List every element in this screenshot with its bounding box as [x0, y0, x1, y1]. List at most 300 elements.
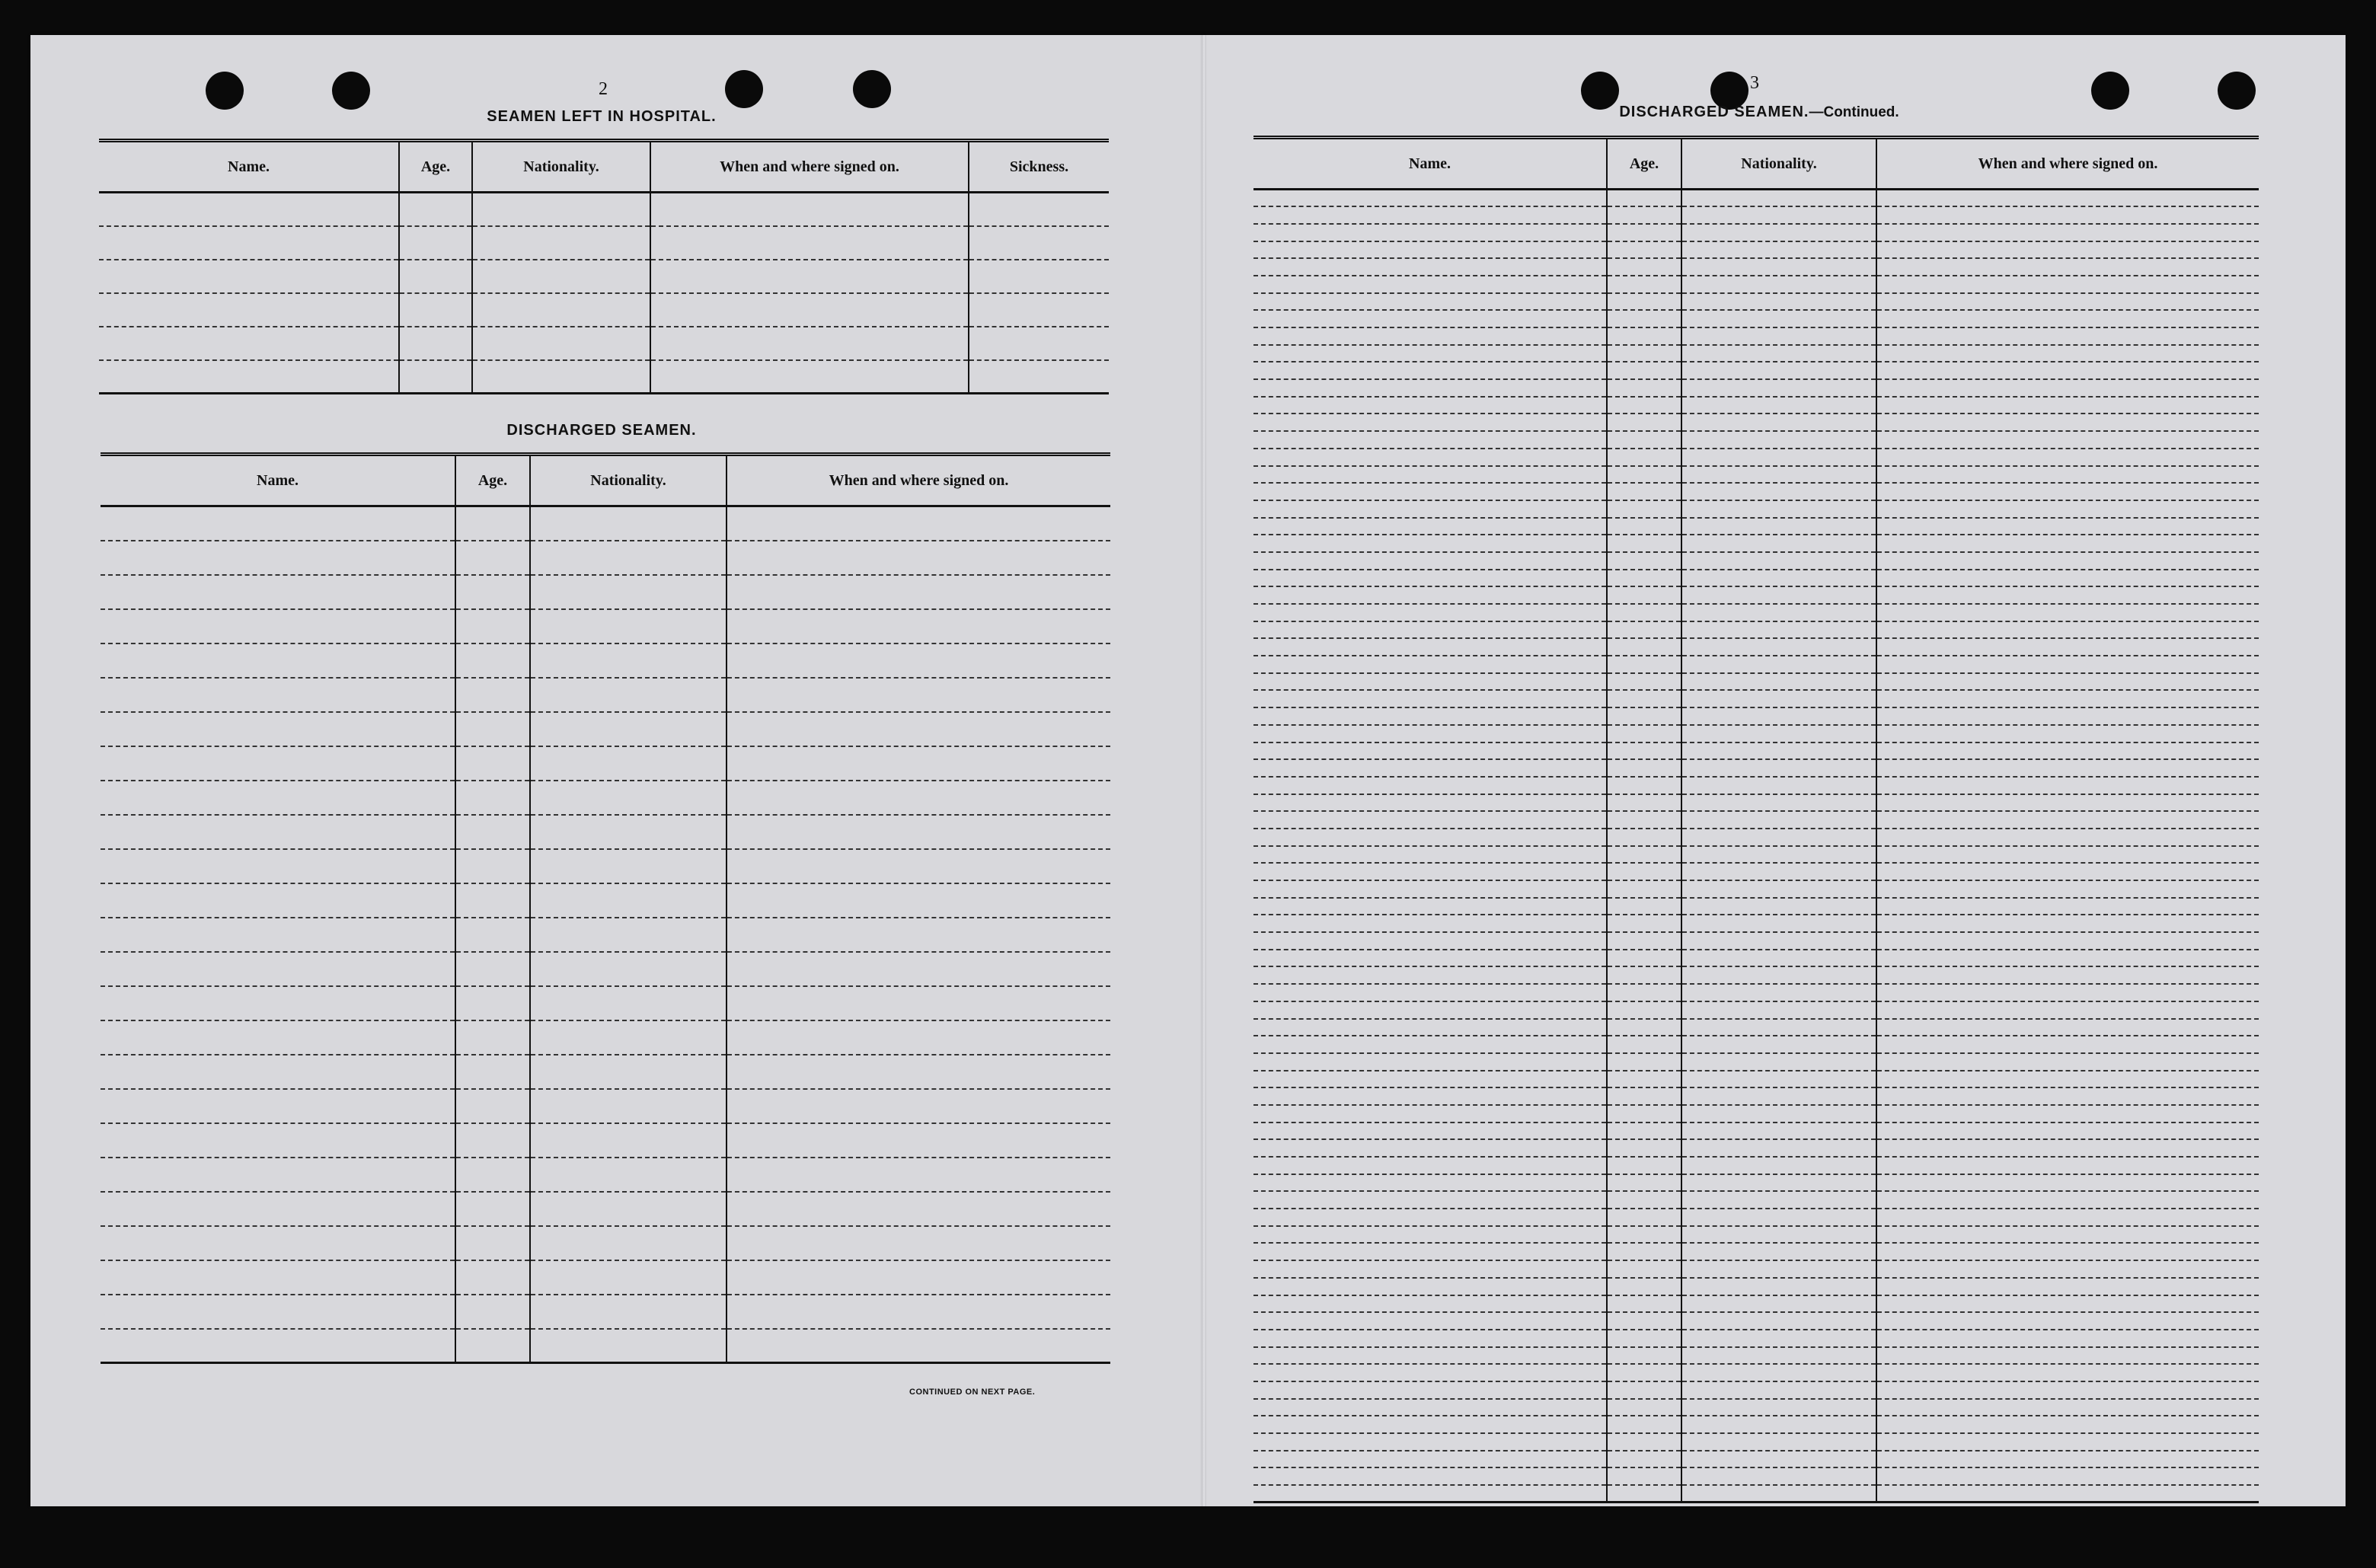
table-cell[interactable]	[1681, 586, 1876, 604]
table-cell[interactable]	[99, 360, 399, 394]
table-cell[interactable]	[1876, 1416, 2259, 1433]
table-cell[interactable]	[530, 1158, 727, 1192]
table-cell[interactable]	[1876, 1485, 2259, 1503]
table-cell[interactable]	[1876, 1001, 2259, 1019]
table-cell[interactable]	[530, 1055, 727, 1089]
table-cell[interactable]	[1607, 518, 1681, 535]
table-cell[interactable]	[1607, 950, 1681, 967]
table-cell[interactable]	[1253, 1209, 1607, 1226]
table-cell[interactable]	[101, 712, 455, 746]
table-cell[interactable]	[1681, 1243, 1876, 1260]
table-cell[interactable]	[1253, 1330, 1607, 1347]
table-cell[interactable]	[1607, 707, 1681, 725]
table-cell[interactable]	[101, 1123, 455, 1158]
table-cell[interactable]	[1607, 535, 1681, 552]
table-cell[interactable]	[727, 575, 1110, 609]
table-cell[interactable]	[650, 226, 969, 260]
table-cell[interactable]	[727, 506, 1110, 541]
table-cell[interactable]	[727, 1055, 1110, 1089]
table-cell[interactable]	[455, 1158, 530, 1192]
table-cell[interactable]	[1607, 1295, 1681, 1313]
table-cell[interactable]	[530, 609, 727, 643]
table-cell[interactable]	[1876, 1347, 2259, 1365]
table-cell[interactable]	[101, 643, 455, 678]
table-cell[interactable]	[1681, 1139, 1876, 1157]
table-cell[interactable]	[1681, 1278, 1876, 1295]
table-cell[interactable]	[1253, 1019, 1607, 1036]
table-cell[interactable]	[1607, 690, 1681, 707]
table-cell[interactable]	[1253, 1485, 1607, 1503]
table-cell[interactable]	[1876, 638, 2259, 656]
table-cell[interactable]	[455, 712, 530, 746]
table-cell[interactable]	[1876, 690, 2259, 707]
table-cell[interactable]	[727, 1020, 1110, 1055]
table-cell[interactable]	[530, 1123, 727, 1158]
table-cell[interactable]	[99, 226, 399, 260]
table-cell[interactable]	[1876, 950, 2259, 967]
table-cell[interactable]	[1876, 725, 2259, 742]
table-cell[interactable]	[455, 678, 530, 712]
table-cell[interactable]	[1253, 915, 1607, 932]
table-cell[interactable]	[1607, 1347, 1681, 1365]
table-cell[interactable]	[455, 575, 530, 609]
table-cell[interactable]	[1681, 656, 1876, 673]
table-cell[interactable]	[1876, 1312, 2259, 1330]
table-cell[interactable]	[472, 193, 650, 226]
table-cell[interactable]	[1607, 1278, 1681, 1295]
table-cell[interactable]	[1253, 431, 1607, 449]
table-cell[interactable]	[1607, 1433, 1681, 1451]
table-cell[interactable]	[1607, 811, 1681, 829]
table-cell[interactable]	[1876, 1295, 2259, 1313]
table-cell[interactable]	[1876, 1019, 2259, 1036]
table-cell[interactable]	[1876, 1226, 2259, 1244]
table-cell[interactable]	[1681, 1105, 1876, 1123]
table-cell[interactable]	[1607, 1399, 1681, 1416]
table-cell[interactable]	[1253, 1312, 1607, 1330]
table-cell[interactable]	[1681, 966, 1876, 984]
table-cell[interactable]	[530, 952, 727, 986]
table-cell[interactable]	[1681, 1209, 1876, 1226]
table-cell[interactable]	[101, 575, 455, 609]
table-cell[interactable]	[1607, 1053, 1681, 1071]
table-cell[interactable]	[1253, 690, 1607, 707]
table-cell[interactable]	[727, 918, 1110, 952]
table-cell[interactable]	[1253, 1399, 1607, 1416]
table-cell[interactable]	[1253, 1260, 1607, 1278]
table-cell[interactable]	[1253, 1278, 1607, 1295]
table-cell[interactable]	[1253, 725, 1607, 742]
table-cell[interactable]	[1253, 1433, 1607, 1451]
table-cell[interactable]	[1607, 656, 1681, 673]
table-cell[interactable]	[1607, 414, 1681, 431]
table-cell[interactable]	[1681, 898, 1876, 915]
table-cell[interactable]	[101, 1158, 455, 1192]
table-cell[interactable]	[1681, 690, 1876, 707]
table-cell[interactable]	[1681, 449, 1876, 466]
table-cell[interactable]	[101, 678, 455, 712]
table-cell[interactable]	[1876, 1191, 2259, 1209]
table-cell[interactable]	[969, 260, 1109, 293]
table-cell[interactable]	[455, 1055, 530, 1089]
table-cell[interactable]	[1876, 224, 2259, 241]
table-cell[interactable]	[1876, 1467, 2259, 1485]
table-cell[interactable]	[1253, 466, 1607, 484]
table-cell[interactable]	[530, 1329, 727, 1363]
table-cell[interactable]	[1253, 621, 1607, 639]
table-cell[interactable]	[1607, 293, 1681, 311]
table-cell[interactable]	[727, 883, 1110, 918]
table-cell[interactable]	[399, 327, 472, 360]
table-cell[interactable]	[1681, 1347, 1876, 1365]
table-cell[interactable]	[727, 609, 1110, 643]
table-cell[interactable]	[1876, 310, 2259, 327]
table-cell[interactable]	[455, 1020, 530, 1055]
table-cell[interactable]	[1876, 1451, 2259, 1468]
table-cell[interactable]	[1253, 898, 1607, 915]
table-cell[interactable]	[530, 781, 727, 815]
table-cell[interactable]	[1253, 327, 1607, 345]
table-cell[interactable]	[1253, 535, 1607, 552]
table-cell[interactable]	[727, 712, 1110, 746]
table-cell[interactable]	[455, 1260, 530, 1295]
table-cell[interactable]	[1253, 1381, 1607, 1399]
table-cell[interactable]	[101, 883, 455, 918]
table-cell[interactable]	[1253, 552, 1607, 570]
table-cell[interactable]	[1876, 742, 2259, 760]
table-cell[interactable]	[1681, 759, 1876, 777]
table-cell[interactable]	[101, 918, 455, 952]
table-cell[interactable]	[1607, 846, 1681, 864]
table-cell[interactable]	[1876, 362, 2259, 379]
table-cell[interactable]	[727, 849, 1110, 883]
table-cell[interactable]	[1253, 1295, 1607, 1313]
table-cell[interactable]	[1607, 1451, 1681, 1468]
table-cell[interactable]	[1253, 258, 1607, 276]
table-cell[interactable]	[99, 327, 399, 360]
table-cell[interactable]	[1876, 586, 2259, 604]
table-cell[interactable]	[530, 506, 727, 541]
table-cell[interactable]	[1253, 1001, 1607, 1019]
table-cell[interactable]	[1681, 880, 1876, 898]
table-cell[interactable]	[1681, 224, 1876, 241]
table-cell[interactable]	[1681, 638, 1876, 656]
table-cell[interactable]	[1253, 1139, 1607, 1157]
table-cell[interactable]	[1681, 397, 1876, 414]
table-cell[interactable]	[1876, 829, 2259, 846]
table-cell[interactable]	[1607, 1485, 1681, 1503]
table-cell[interactable]	[1607, 276, 1681, 293]
table-cell[interactable]	[1681, 1485, 1876, 1503]
table-cell[interactable]	[1681, 1123, 1876, 1140]
table-cell[interactable]	[1681, 1260, 1876, 1278]
table-cell[interactable]	[455, 1329, 530, 1363]
table-cell[interactable]	[530, 815, 727, 849]
table-cell[interactable]	[399, 226, 472, 260]
table-cell[interactable]	[101, 1226, 455, 1260]
table-cell[interactable]	[1876, 258, 2259, 276]
table-cell[interactable]	[1607, 742, 1681, 760]
table-cell[interactable]	[530, 883, 727, 918]
table-cell[interactable]	[101, 746, 455, 781]
table-cell[interactable]	[1681, 206, 1876, 224]
table-cell[interactable]	[455, 883, 530, 918]
table-cell[interactable]	[1607, 898, 1681, 915]
table-cell[interactable]	[1876, 1157, 2259, 1174]
table-cell[interactable]	[1253, 500, 1607, 518]
table-cell[interactable]	[1876, 327, 2259, 345]
table-cell[interactable]	[455, 609, 530, 643]
table-cell[interactable]	[727, 1226, 1110, 1260]
table-cell[interactable]	[1681, 345, 1876, 362]
table-cell[interactable]	[1253, 293, 1607, 311]
table-cell[interactable]	[1876, 1139, 2259, 1157]
table-cell[interactable]	[101, 1192, 455, 1226]
table-cell[interactable]	[727, 781, 1110, 815]
table-cell[interactable]	[727, 986, 1110, 1020]
table-cell[interactable]	[1607, 725, 1681, 742]
table-cell[interactable]	[1876, 915, 2259, 932]
table-cell[interactable]	[1876, 1278, 2259, 1295]
table-cell[interactable]	[1253, 1226, 1607, 1244]
table-cell[interactable]	[530, 1089, 727, 1123]
table-cell[interactable]	[101, 1329, 455, 1363]
table-cell[interactable]	[1607, 224, 1681, 241]
table-cell[interactable]	[727, 1123, 1110, 1158]
table-cell[interactable]	[1681, 1087, 1876, 1105]
table-cell[interactable]	[969, 360, 1109, 394]
table-cell[interactable]	[727, 1295, 1110, 1329]
table-cell[interactable]	[101, 781, 455, 815]
table-cell[interactable]	[1253, 1347, 1607, 1365]
table-cell[interactable]	[1607, 1416, 1681, 1433]
table-cell[interactable]	[1681, 379, 1876, 397]
table-cell[interactable]	[1876, 345, 2259, 362]
table-cell[interactable]	[1876, 1174, 2259, 1192]
table-cell[interactable]	[1681, 431, 1876, 449]
table-cell[interactable]	[101, 986, 455, 1020]
table-cell[interactable]	[1253, 604, 1607, 621]
table-cell[interactable]	[101, 1295, 455, 1329]
table-cell[interactable]	[1607, 379, 1681, 397]
table-cell[interactable]	[399, 360, 472, 394]
table-cell[interactable]	[1607, 794, 1681, 812]
table-cell[interactable]	[1607, 1330, 1681, 1347]
table-cell[interactable]	[1681, 518, 1876, 535]
table-cell[interactable]	[1607, 1174, 1681, 1192]
table-cell[interactable]	[1253, 880, 1607, 898]
table-cell[interactable]	[101, 1055, 455, 1089]
table-cell[interactable]	[1876, 759, 2259, 777]
table-cell[interactable]	[1607, 241, 1681, 259]
table-cell[interactable]	[1876, 414, 2259, 431]
table-cell[interactable]	[1253, 1174, 1607, 1192]
table-cell[interactable]	[455, 1295, 530, 1329]
table-cell[interactable]	[1876, 466, 2259, 484]
table-cell[interactable]	[455, 815, 530, 849]
table-cell[interactable]	[1607, 829, 1681, 846]
table-cell[interactable]	[1876, 1036, 2259, 1053]
table-cell[interactable]	[1253, 1071, 1607, 1088]
table-cell[interactable]	[1607, 1036, 1681, 1053]
table-cell[interactable]	[1253, 276, 1607, 293]
table-cell[interactable]	[455, 1226, 530, 1260]
table-cell[interactable]	[101, 849, 455, 883]
table-cell[interactable]	[1607, 1139, 1681, 1157]
table-cell[interactable]	[1681, 1312, 1876, 1330]
table-cell[interactable]	[1681, 570, 1876, 587]
table-cell[interactable]	[101, 506, 455, 541]
table-cell[interactable]	[1876, 1087, 2259, 1105]
table-cell[interactable]	[1253, 1087, 1607, 1105]
table-cell[interactable]	[1607, 1364, 1681, 1381]
table-cell[interactable]	[530, 712, 727, 746]
table-cell[interactable]	[727, 815, 1110, 849]
table-cell[interactable]	[1681, 1330, 1876, 1347]
table-cell[interactable]	[1253, 414, 1607, 431]
table-cell[interactable]	[1876, 707, 2259, 725]
table-cell[interactable]	[1876, 932, 2259, 950]
table-cell[interactable]	[1607, 1243, 1681, 1260]
table-cell[interactable]	[727, 746, 1110, 781]
table-cell[interactable]	[1607, 190, 1681, 207]
table-cell[interactable]	[1681, 483, 1876, 500]
table-cell[interactable]	[1681, 1295, 1876, 1313]
table-cell[interactable]	[1607, 932, 1681, 950]
table-cell[interactable]	[1681, 1364, 1876, 1381]
table-cell[interactable]	[1876, 1260, 2259, 1278]
table-cell[interactable]	[1876, 535, 2259, 552]
table-cell[interactable]	[530, 1260, 727, 1295]
table-cell[interactable]	[1876, 552, 2259, 570]
table-cell[interactable]	[99, 193, 399, 226]
table-cell[interactable]	[1876, 1364, 2259, 1381]
table-cell[interactable]	[1876, 777, 2259, 794]
table-cell[interactable]	[1607, 966, 1681, 984]
table-cell[interactable]	[1681, 190, 1876, 207]
table-cell[interactable]	[1681, 310, 1876, 327]
table-cell[interactable]	[1681, 293, 1876, 311]
table-cell[interactable]	[1681, 1071, 1876, 1088]
table-cell[interactable]	[969, 327, 1109, 360]
table-cell[interactable]	[1681, 1416, 1876, 1433]
table-cell[interactable]	[1253, 310, 1607, 327]
table-cell[interactable]	[455, 1123, 530, 1158]
table-cell[interactable]	[1607, 258, 1681, 276]
table-cell[interactable]	[727, 952, 1110, 986]
table-cell[interactable]	[1681, 241, 1876, 259]
table-cell[interactable]	[650, 360, 969, 394]
table-cell[interactable]	[472, 260, 650, 293]
table-cell[interactable]	[1681, 276, 1876, 293]
table-cell[interactable]	[1681, 1174, 1876, 1192]
table-cell[interactable]	[1253, 1243, 1607, 1260]
table-cell[interactable]	[1876, 241, 2259, 259]
table-cell[interactable]	[1607, 1123, 1681, 1140]
table-cell[interactable]	[455, 952, 530, 986]
table-cell[interactable]	[1607, 1105, 1681, 1123]
table-cell[interactable]	[1607, 1071, 1681, 1088]
table-cell[interactable]	[472, 293, 650, 327]
table-cell[interactable]	[1607, 570, 1681, 587]
table-cell[interactable]	[455, 918, 530, 952]
table-cell[interactable]	[1607, 500, 1681, 518]
table-cell[interactable]	[1253, 1467, 1607, 1485]
table-cell[interactable]	[1681, 535, 1876, 552]
table-cell[interactable]	[1681, 777, 1876, 794]
table-cell[interactable]	[1681, 362, 1876, 379]
table-cell[interactable]	[650, 193, 969, 226]
table-cell[interactable]	[1253, 1036, 1607, 1053]
table-cell[interactable]	[969, 226, 1109, 260]
table-cell[interactable]	[1876, 880, 2259, 898]
table-cell[interactable]	[399, 293, 472, 327]
table-cell[interactable]	[1876, 1053, 2259, 1071]
table-cell[interactable]	[1607, 1087, 1681, 1105]
table-cell[interactable]	[1876, 811, 2259, 829]
table-cell[interactable]	[1681, 327, 1876, 345]
table-cell[interactable]	[1253, 586, 1607, 604]
table-cell[interactable]	[1607, 1260, 1681, 1278]
table-cell[interactable]	[727, 1089, 1110, 1123]
table-cell[interactable]	[1253, 707, 1607, 725]
table-cell[interactable]	[1607, 327, 1681, 345]
table-cell[interactable]	[1681, 552, 1876, 570]
table-cell[interactable]	[1876, 206, 2259, 224]
table-cell[interactable]	[1681, 466, 1876, 484]
table-cell[interactable]	[1681, 500, 1876, 518]
table-cell[interactable]	[1681, 1467, 1876, 1485]
table-cell[interactable]	[1681, 932, 1876, 950]
table-cell[interactable]	[1876, 1105, 2259, 1123]
table-cell[interactable]	[969, 193, 1109, 226]
table-cell[interactable]	[1681, 673, 1876, 691]
table-cell[interactable]	[1681, 1157, 1876, 1174]
table-cell[interactable]	[1876, 397, 2259, 414]
table-cell[interactable]	[1876, 656, 2259, 673]
table-cell[interactable]	[1607, 880, 1681, 898]
table-cell[interactable]	[1876, 621, 2259, 639]
table-cell[interactable]	[1253, 984, 1607, 1001]
table-cell[interactable]	[1681, 984, 1876, 1001]
table-cell[interactable]	[1607, 863, 1681, 880]
table-cell[interactable]	[1876, 898, 2259, 915]
table-cell[interactable]	[1607, 431, 1681, 449]
table-cell[interactable]	[1253, 362, 1607, 379]
table-cell[interactable]	[1253, 379, 1607, 397]
table-cell[interactable]	[969, 293, 1109, 327]
table-cell[interactable]	[1253, 518, 1607, 535]
table-cell[interactable]	[455, 506, 530, 541]
table-cell[interactable]	[1876, 966, 2259, 984]
table-cell[interactable]	[101, 1089, 455, 1123]
table-cell[interactable]	[727, 1192, 1110, 1226]
table-cell[interactable]	[399, 193, 472, 226]
table-cell[interactable]	[455, 1192, 530, 1226]
table-cell[interactable]	[1253, 1105, 1607, 1123]
table-cell[interactable]	[1607, 586, 1681, 604]
table-cell[interactable]	[1681, 1381, 1876, 1399]
table-cell[interactable]	[1253, 742, 1607, 760]
table-cell[interactable]	[1876, 449, 2259, 466]
table-cell[interactable]	[1681, 915, 1876, 932]
table-cell[interactable]	[1607, 1226, 1681, 1244]
table-cell[interactable]	[1876, 863, 2259, 880]
table-cell[interactable]	[1681, 1399, 1876, 1416]
table-cell[interactable]	[101, 815, 455, 849]
table-cell[interactable]	[1681, 1053, 1876, 1071]
table-cell[interactable]	[1607, 1381, 1681, 1399]
